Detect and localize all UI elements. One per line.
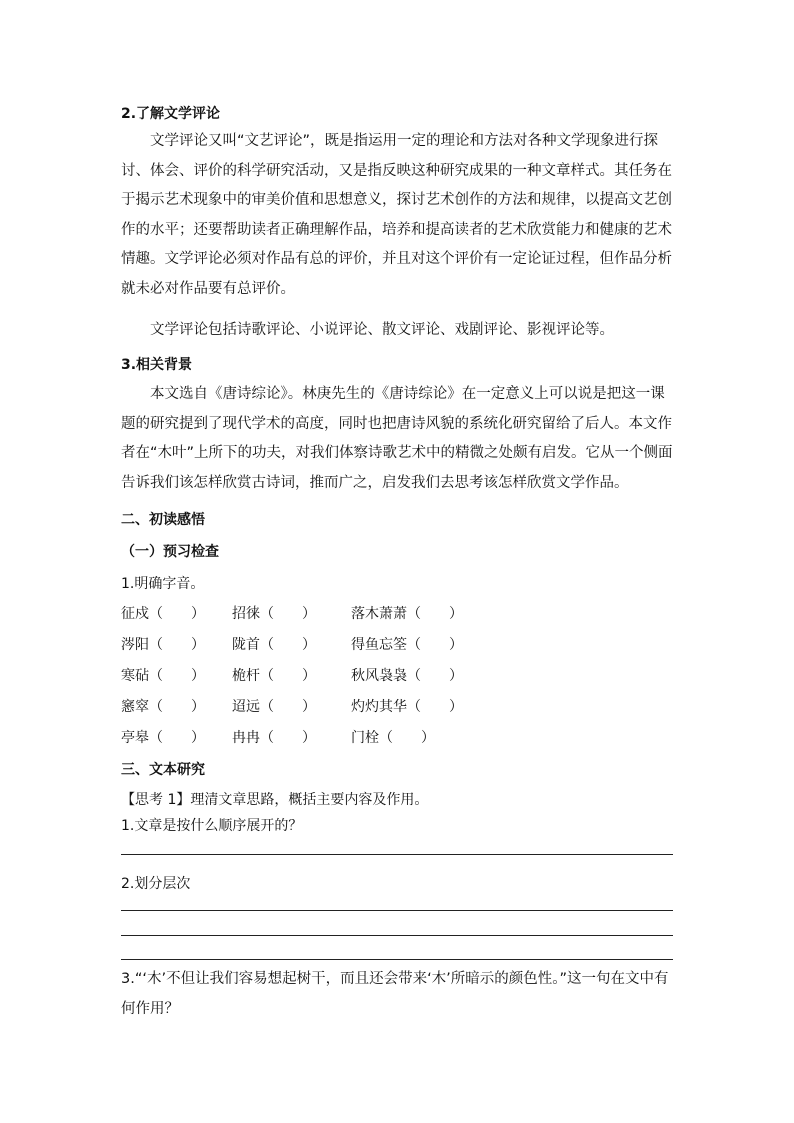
pron-item: 寒砧（ ） — [121, 668, 205, 684]
pron-item: 得鱼忘筌（ ） — [351, 637, 463, 653]
answer-line — [121, 910, 673, 911]
pron-item: 招徕（ ） — [232, 606, 316, 622]
pron-item: 亭皋（ ） — [121, 730, 205, 746]
pron-item: 陇首（ ） — [232, 637, 316, 653]
answer-line — [121, 854, 673, 855]
pronunciation-question: 1.明确字音。 — [121, 576, 205, 592]
section-3-paragraph: 本文选自《唐诗综论》。林庚先生的《唐诗综论》在一定意义上可以说是把这一课题的研究提到了现代学术的高度，同时也把唐诗风貌的系统化研究留给了后人。本文作者在“木叶”上所下的功夫，对我们体察诗歌艺术中的精微之处颇有启发。它从一个侧面告诉我们该怎样欣赏古诗词，推而广之，启发我们去思考该怎样欣赏文学作品。 — [121, 386, 673, 491]
pron-item: 窸窣（ ） — [121, 699, 205, 715]
pron-item: 落木萧萧（ ） — [351, 606, 463, 622]
pron-item: 迢远（ ） — [232, 699, 316, 715]
pron-item: 桅杆（ ） — [232, 668, 316, 684]
section-2-heading: 2.了解文学评论 — [121, 106, 221, 122]
section-3-heading: 3.相关背景 — [121, 357, 193, 373]
part-2-heading: 二、初读感悟 — [121, 512, 205, 528]
section-2-paragraph-1: 文学评论又叫“文艺评论”，既是指运用一定的理论和方法对各种文学现象进行探讨、体会、评价的科学研究活动，又是指反映这种研究成果的一种文章样式。其任务在于揭示艺术现象中的审美价值和思想意义，探讨艺术创作的方法和规律，以提高文艺创作的水平；还要帮助读者正确理解作品，培养和提高读者的艺术欣赏能力和健康的艺术情趣。文学评论必须对作品有总的评价，并且对这个评价有一定论证过程，但作品分析就未必对作品要有总评价。 — [121, 133, 672, 297]
pron-item: 征戍（ ） — [121, 606, 205, 622]
pron-item: 灼灼其华（ ） — [351, 699, 463, 715]
think-1-prompt: 【思考 1】理清文章思路，概括主要内容及作用。 — [121, 792, 429, 808]
question-3: 3.“‘木’不但让我们容易想起树干，而且还会带来‘木’所暗示的颜色性。”这一句在文中有何作用？ — [121, 971, 669, 1017]
pron-item: 涔阳（ ） — [121, 637, 205, 653]
question-1: 1.文章是按什么顺序展开的？ — [121, 818, 303, 834]
pron-item: 冉冉（ ） — [232, 730, 316, 746]
pron-item: 门栓（ ） — [351, 730, 435, 746]
part-3-heading: 三、文本研究 — [121, 762, 205, 778]
section-2-paragraph-2: 文学评论包括诗歌评论、小说评论、散文评论、戏剧评论、影视评论等。 — [150, 322, 614, 338]
question-2: 2.划分层次 — [121, 876, 191, 892]
subsection-1-heading: （一）预习检查 — [121, 544, 219, 560]
pron-item: 秋风袅袅（ ） — [351, 668, 463, 684]
answer-line — [121, 935, 673, 936]
answer-line — [121, 959, 673, 960]
